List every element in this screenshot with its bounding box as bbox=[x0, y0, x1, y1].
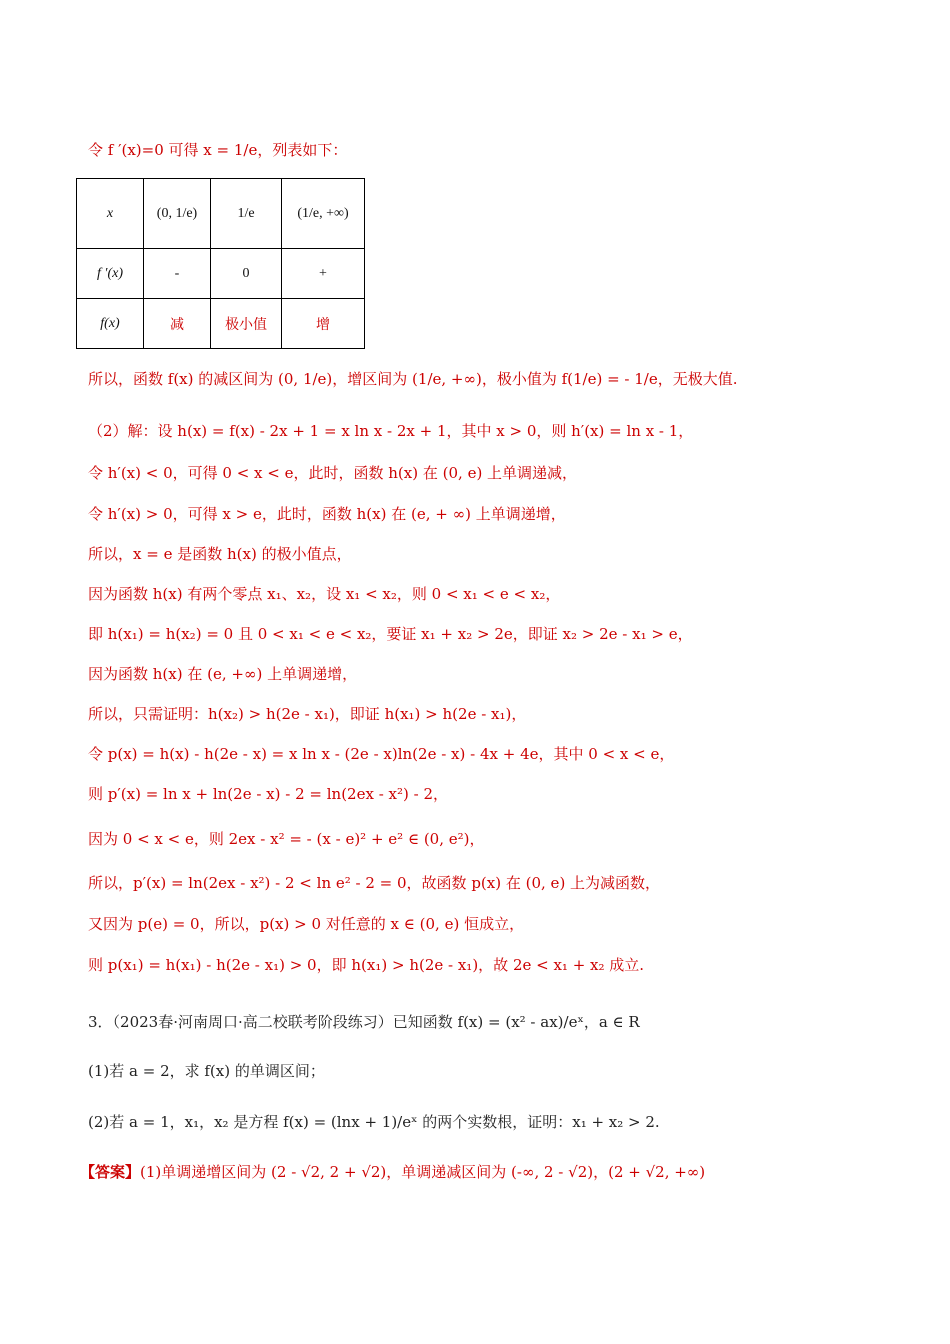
line-6-text: 所以，x = e 是函数 h(x) 的极小值点， bbox=[88, 545, 352, 563]
text-line-1 bbox=[88, 138, 347, 162]
line-10-text: 所以，只需证明：h(x₂) > h(2e - x₁)，即证 h(x₁) > h(2e - x₁)， bbox=[88, 705, 527, 723]
question-3-text: 3．（2023春·河南周口·高二校联考阶段练习）已知函数 f(x) = (x² - ax)/eˣ，a ∈ R bbox=[88, 1013, 640, 1031]
line-2-text: 所以，函数 f(x) 的减区间为 (0, 1/e)，增区间为 (1/e, +∞)，极小值为 f(1/e) = - 1/e，无极大值. bbox=[88, 370, 738, 388]
text-line-11 bbox=[88, 742, 674, 766]
sign-table bbox=[76, 178, 365, 349]
line-3-text: （2）解：设 h(x) = f(x) - 2x + 1 = x ln x - 2x + 1，其中 x > 0，则 h′(x) = ln x - 1， bbox=[88, 422, 694, 440]
text-line-4 bbox=[88, 461, 577, 485]
table-cell: 1/e bbox=[211, 179, 282, 249]
line-12-text: 则 p′(x) = ln x + ln(2e - x) - 2 = ln(2ex - x²) - 2， bbox=[88, 785, 449, 803]
line-15-text: 又因为 p(e) = 0，所以，p(x) > 0 对任意的 x ∈ (0, e) 恒成立， bbox=[88, 915, 525, 933]
text-line-15 bbox=[88, 912, 524, 936]
table-cell: 减 bbox=[144, 299, 211, 349]
text-line-9 bbox=[88, 662, 357, 686]
table-cell: 极小值 bbox=[211, 299, 282, 349]
table-row bbox=[77, 249, 365, 299]
question-3-part-1 bbox=[88, 1059, 325, 1083]
line-5-text: 令 h′(x) > 0，可得 x > e，此时，函数 h(x) 在 (e, + ∞) 上单调递增， bbox=[88, 505, 566, 523]
text-line-13 bbox=[88, 827, 485, 851]
answer-label: 【答案】 bbox=[80, 1163, 141, 1181]
table-cell: (1/e, +∞) bbox=[282, 179, 365, 249]
text-line-16 bbox=[88, 953, 644, 977]
text-line-3 bbox=[88, 419, 693, 443]
question-3-part-2-text: (2)若 a = 1，x₁，x₂ 是方程 f(x) = (lnx + 1)/eˣ 的两个实数根，证明：x₁ + x₂ > 2. bbox=[88, 1113, 660, 1131]
table-row bbox=[77, 299, 365, 349]
table-cell: (0, 1/e) bbox=[144, 179, 211, 249]
text-line-5 bbox=[88, 502, 566, 526]
table-row bbox=[77, 179, 365, 249]
line-16-text: 则 p(x₁) = h(x₁) - h(2e - x₁) > 0，即 h(x₁) > h(2e - x₁)，故 2e < x₁ + x₂ 成立. bbox=[88, 956, 645, 974]
text-line-2 bbox=[88, 367, 738, 391]
text-line-10 bbox=[88, 702, 526, 726]
table-cell: f(x) bbox=[77, 299, 144, 349]
table-cell: 0 bbox=[211, 249, 282, 299]
text-line-8 bbox=[88, 622, 693, 646]
line-7-text: 因为函数 h(x) 有两个零点 x₁、x₂，设 x₁ < x₂，则 0 < x₁ < e < x₂， bbox=[88, 585, 561, 603]
table-cell: f ′(x) bbox=[77, 249, 144, 299]
table-cell: + bbox=[282, 249, 365, 299]
answer-line bbox=[80, 1160, 705, 1184]
line-4-text: 令 h′(x) < 0，可得 0 < x < e，此时，函数 h(x) 在 (0, e) 上单调递减， bbox=[88, 464, 578, 482]
table-cell: 增 bbox=[282, 299, 365, 349]
text-line-14 bbox=[88, 871, 660, 895]
answer-text: (1)单调递增区间为 (2 - √2, 2 + √2)，单调递减区间为 (-∞, 2 - √2)，(2 + √2, +∞) bbox=[140, 1163, 706, 1181]
text-line-7 bbox=[88, 582, 560, 606]
text-line-12 bbox=[88, 782, 448, 806]
table-cell: x bbox=[77, 179, 144, 249]
question-3-part-1-text: (1)若 a = 2，求 f(x) 的单调区间； bbox=[88, 1062, 325, 1080]
table-cell: - bbox=[144, 249, 211, 299]
text-line-6 bbox=[88, 542, 352, 566]
question-3 bbox=[88, 1010, 640, 1034]
line-9-text: 因为函数 h(x) 在 (e, +∞) 上单调递增， bbox=[88, 665, 358, 683]
question-3-part-2 bbox=[88, 1110, 660, 1134]
line-11-text: 令 p(x) = h(x) - h(2e - x) = x ln x - (2e - x)ln(2e - x) - 4x + 4e，其中 0 < x < e， bbox=[88, 745, 675, 763]
line-14-text: 所以，p′(x) = ln(2ex - x²) - 2 < ln e² - 2 = 0，故函数 p(x) 在 (0, e) 上为减函数， bbox=[88, 874, 661, 892]
line-8-text: 即 h(x₁) = h(x₂) = 0 且 0 < x₁ < e < x₂，要证 x₁ + x₂ > 2e，即证 x₂ > 2e - x₁ > e， bbox=[88, 625, 693, 643]
line-13-text: 因为 0 < x < e，则 2ex - x² = - (x - e)² + e² ∈ (0, e²)， bbox=[88, 830, 485, 848]
line-1-text: 令 f ′(x)=0 可得 x = 1/e，列表如下： bbox=[88, 141, 348, 159]
